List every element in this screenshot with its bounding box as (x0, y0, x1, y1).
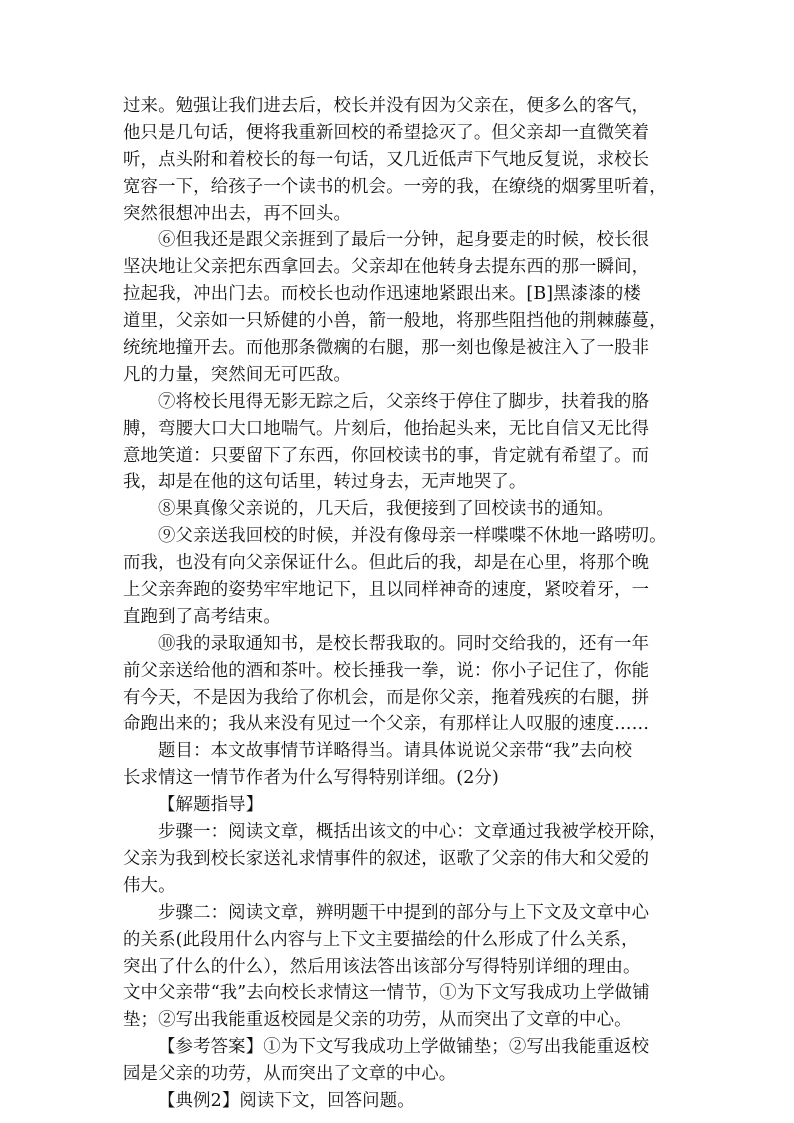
section-heading-guide: 【解题指导】 (158, 795, 264, 816)
paragraph-8: ⑧果真像父亲说的，几天后，我便接到了回校读书的通知。 (158, 499, 615, 520)
text-line: 道里，父亲如一只矫健的小兽，箭一般地，将那些阻挡他的荆棘藤蔓， (123, 311, 667, 332)
text-line: 垫；②写出我能重返校园是父亲的功劳，从而突出了文章的中心。 (123, 1010, 632, 1031)
text-line: 文中父亲带“我”去向校长求情这一情节，①为下文写我成功上学做铺 (123, 983, 650, 1004)
text-line: 前父亲送给他的酒和茶叶。校长捶我一拳，说：你小子记住了，你能 (123, 660, 650, 681)
paragraph-7-start: ⑦将校长甩得无影无踪之后，父亲终于停住了脚步，扶着我的胳 (158, 391, 650, 412)
step-one-start: 步骤一：阅读文章，概括出该文的中心：文章通过我被学校开除， (158, 822, 667, 843)
text-line: 有今天，不是因为我给了你机会，而是你父亲，拖着残疾的右腿，拼 (123, 687, 650, 708)
text-line: 过来。勉强让我们进去后，校长并没有因为父亲在，便多么的客气， (123, 96, 650, 116)
text-line: 而我，也没有向父亲保证什么。但此后的我，却是在心里，将那个晚 (123, 553, 650, 574)
text-line: 拉起我，冲出门去。而校长也动作迅速地紧跟出来。[B]黑漆漆的楼 (123, 284, 641, 305)
text-line: 统统地撞开去。而他那条微瘸的右腿，那一刻也像是被注入了一股非 (123, 338, 650, 359)
example-2-heading: 【典例2】阅读下文，回答问题。 (158, 1090, 415, 1111)
text-line: 意地笑道：只要留下了东西，你回校读书的事，肯定就有希望了。而 (123, 445, 650, 466)
text-line: 坚决地让父亲把东西拿回去。父亲却在他转身去提东西的那一瞬间， (123, 257, 650, 278)
text-line: 上父亲奔跑的姿势牢牢地记下，且以同样神奇的速度，紧咬着牙，一 (123, 580, 650, 601)
text-line: 突然很想冲出去，再不回头。 (123, 203, 352, 224)
step-two-start: 步骤二：阅读文章，辨明题干中提到的部分与上下文及文章中心 (158, 902, 650, 923)
text-line: 听，点头附和着校长的每一句话，又几近低声下气地反复说，求校长 (123, 149, 650, 170)
text-line: 膊，弯腰大口大口地喘气。片刻后，他抬起头来，无比自信又无比得 (123, 418, 650, 439)
text-line: 他只是几句话，便将我重新回校的希望捻灭了。但父亲却一直微笑着 (123, 122, 650, 143)
question-start: 题目：本文故事情节详略得当。请具体说说父亲带“我”去向校 (158, 741, 633, 762)
document-body (123, 93, 680, 1115)
text-line: 园是父亲的功劳，从而突出了文章的中心。 (123, 1064, 457, 1085)
reference-answer-start: 【参考答案】①为下文写我成功上学做铺垫；②写出我能重返校 (158, 1037, 650, 1058)
text-line: 长求情这一情节作者为什么写得特别详细。(2分) (123, 768, 499, 789)
text-line: 宽容一下，给孩子一个读书的机会。一旁的我，在缭绕的烟雾里听着， (123, 176, 667, 197)
text-line: 的关系(此段用什么内容与上下文主要描绘的什么形成了什么关系， (123, 929, 639, 950)
text-line: 我，却是在他的这句话里，转过身去，无声地哭了。 (123, 472, 527, 493)
text-line: 父亲为我到校长家送礼求情事件的叙述，讴歌了父亲的伟大和父爱的 (123, 848, 650, 869)
text-line: 伟大。 (123, 875, 176, 896)
text-line: 直跑到了高考结束。 (123, 606, 281, 627)
text-line: 命跑出来的；我从来没有见过一个父亲，有那样让人叹服的速度…… (123, 714, 650, 735)
paragraph-10-start: ⑩我的录取通知书，是校长帮我取的。同时交给我的，还有一年 (158, 633, 650, 654)
paragraph-9-start: ⑨父亲送我回校的时候，并没有像母亲一样喋喋不休地一路唠叨。 (158, 526, 667, 547)
text-line: 凡的力量，突然间无可匹敌。 (123, 364, 352, 385)
text-line: 突出了什么的什么），然后用该法答出该部分写得特别详细的理由。 (123, 956, 641, 977)
paragraph-6-start: ⑥但我还是跟父亲捱到了最后一分钟，起身要走的时候，校长很 (158, 230, 650, 251)
